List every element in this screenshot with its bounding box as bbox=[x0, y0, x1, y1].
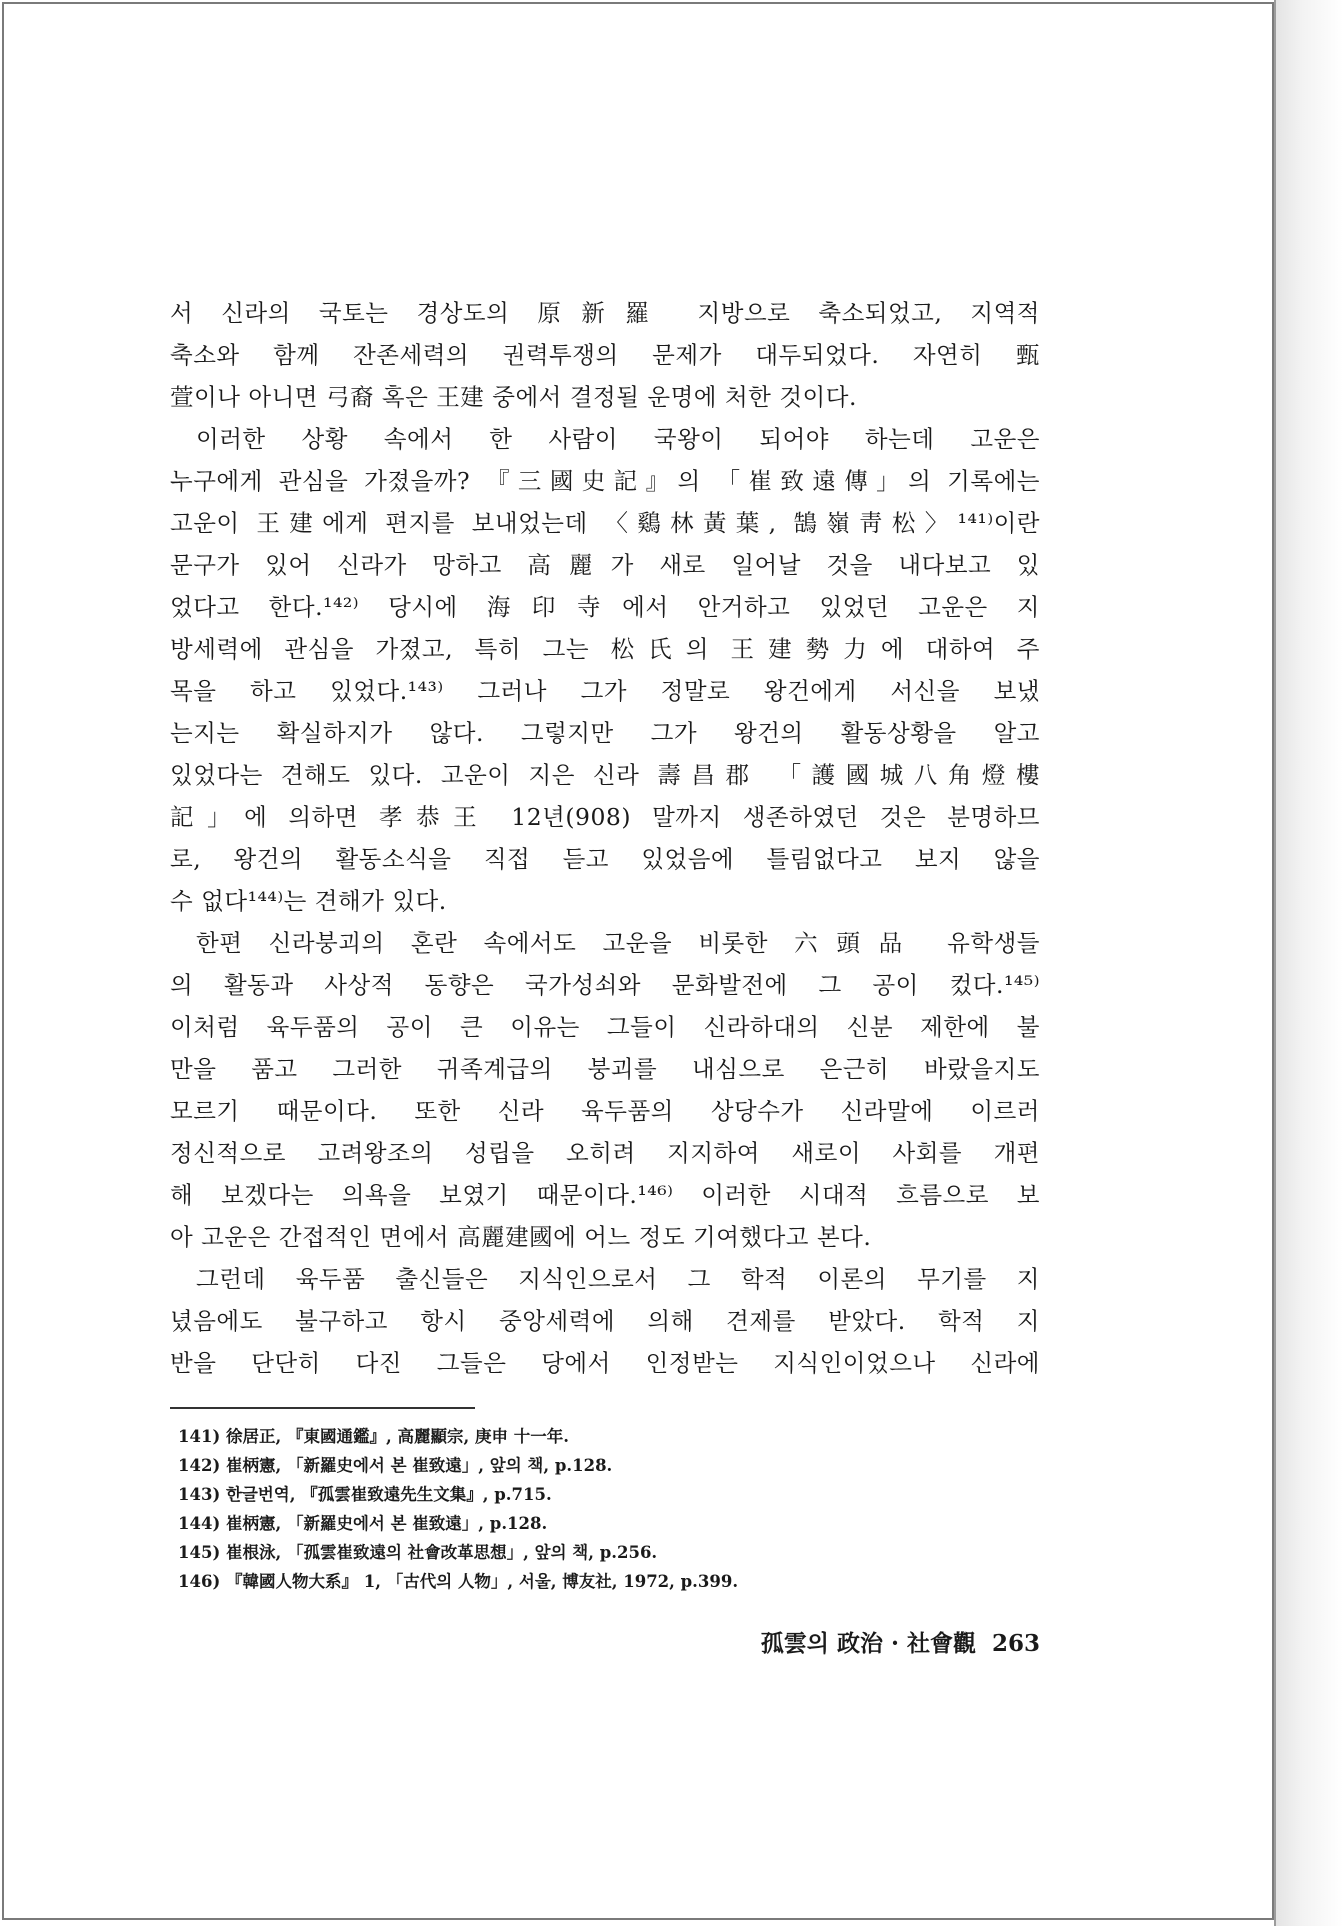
paragraph-1 bbox=[170, 292, 1040, 418]
text-line: 목을 하고 있었다.¹⁴³⁾ 그러나 그가 정말로 왕건에게 서신을 보냈 bbox=[170, 677, 1040, 705]
text-line: 이러한 상황 속에서 한 사람이 국왕이 되어야 하는데 고운은 bbox=[196, 425, 1040, 453]
footnotes bbox=[178, 1422, 1038, 1596]
text-line: 의 활동과 사상적 동향은 국가성쇠와 문화발전에 그 공이 컸다.¹⁴⁵⁾ bbox=[170, 971, 1040, 999]
text-line: 해 보겠다는 의욕을 보였기 때문이다.¹⁴⁶⁾ 이러한 시대적 흐름으로 보 bbox=[170, 1181, 1040, 1209]
text-line: 문구가 있어 신라가 망하고 高麗가 새로 일어날 것을 내다보고 있 bbox=[170, 551, 1040, 579]
footnote-146: 146) 『韓國人物大系』 1, 「古代의 人物」, 서울, 博友社, 1972, p.399. bbox=[178, 1572, 739, 1591]
text-line: 고운이 王建에게 편지를 보내었는데 〈鷄林黃葉, 鵠嶺靑松〉¹⁴¹⁾이란 bbox=[170, 509, 1040, 537]
text-line: 누구에게 관심을 가졌을까? 『三國史記』의 「崔致遠傳」의 기록에는 bbox=[170, 467, 1040, 495]
page-edge bbox=[1276, 0, 1343, 1926]
paragraph-4 bbox=[170, 1258, 1040, 1384]
text-line: 서 신라의 국토는 경상도의 原新羅 지방으로 축소되었고, 지역적 bbox=[170, 299, 1040, 327]
footnote-143: 143) 한글번역, 『孤雲崔致遠先生文集』, p.715. bbox=[178, 1485, 552, 1504]
footnote-142: 142) 崔柄憲, 「新羅史에서 본 崔致遠」, 앞의 책, p.128. bbox=[178, 1456, 613, 1475]
body-text bbox=[170, 292, 1040, 1384]
text-line: 녔음에도 불구하고 항시 중앙세력에 의해 견제를 받았다. 학적 지 bbox=[170, 1307, 1040, 1335]
text-line: 정신적으로 고려왕조의 성립을 오히려 지지하여 새로이 사회를 개편 bbox=[170, 1139, 1040, 1167]
text-line: 記」에 의하면 孝恭王 12년(908) 말까지 생존하였던 것은 분명하므 bbox=[170, 803, 1040, 831]
text-line: 방세력에 관심을 가졌고, 특히 그는 松氏의 王建勢力에 대하여 주 bbox=[170, 635, 1040, 663]
text-line: 한편 신라붕괴의 혼란 속에서도 고운을 비롯한 六頭品 유학생들 bbox=[196, 929, 1040, 957]
text-line: 는지는 확실하지가 않다. 그렇지만 그가 왕건의 활동상황을 알고 bbox=[170, 719, 1040, 747]
footnote-144: 144) 崔柄憲, 「新羅史에서 본 崔致遠」, p.128. bbox=[178, 1514, 548, 1533]
running-title: 孤雲의 政治 · 社會觀 bbox=[760, 1630, 976, 1657]
text-line: 었다고 한다.¹⁴²⁾ 당시에 海印寺에서 안거하고 있었던 고운은 지 bbox=[170, 593, 1040, 621]
text-line: 아 고운은 간접적인 면에서 高麗建國에 어느 정도 기여했다고 본다. bbox=[170, 1223, 872, 1251]
paragraph-3 bbox=[170, 922, 1040, 1258]
text-line: 축소와 함께 잔존세력의 권력투쟁의 문제가 대두되었다. 자연히 甄 bbox=[170, 341, 1040, 369]
text-line: 이처럼 육두품의 공이 큰 이유는 그들이 신라하대의 신분 제한에 불 bbox=[170, 1013, 1040, 1041]
text-line: 그런데 육두품 출신들은 지식인으로서 그 학적 이론의 무기를 지 bbox=[196, 1265, 1040, 1293]
text-line: 있었다는 견해도 있다. 고운이 지은 신라 壽昌郡 「護國城八角燈樓 bbox=[170, 761, 1040, 789]
text-line: 萱이나 아니면 弓裔 혹은 王建 중에서 결정될 운명에 처한 것이다. bbox=[170, 383, 857, 411]
footnote-141: 141) 徐居正, 『東國通鑑』, 高麗顯宗, 庚申 十一年. bbox=[178, 1427, 569, 1446]
footnote-divider bbox=[170, 1407, 475, 1409]
text-line: 반을 단단히 다진 그들은 당에서 인정받는 지식인이었으나 신라에 bbox=[170, 1349, 1040, 1377]
text-line: 수 없다¹⁴⁴⁾는 견해가 있다. bbox=[170, 887, 447, 915]
running-footer bbox=[640, 1625, 1040, 1658]
text-line: 로, 왕건의 활동소식을 직접 듣고 있었음에 틀림없다고 보지 않을 bbox=[170, 845, 1040, 873]
paragraph-2 bbox=[170, 418, 1040, 922]
page-number: 263 bbox=[991, 1630, 1040, 1657]
text-line: 모르기 때문이다. 또한 신라 육두품의 상당수가 신라말에 이르러 bbox=[170, 1097, 1040, 1125]
text-line: 만을 품고 그러한 귀족계급의 붕괴를 내심으로 은근히 바랐을지도 bbox=[170, 1055, 1040, 1083]
footnote-145: 145) 崔根泳, 「孤雲崔致遠의 社會改革思想」, 앞의 책, p.256. bbox=[178, 1543, 658, 1562]
